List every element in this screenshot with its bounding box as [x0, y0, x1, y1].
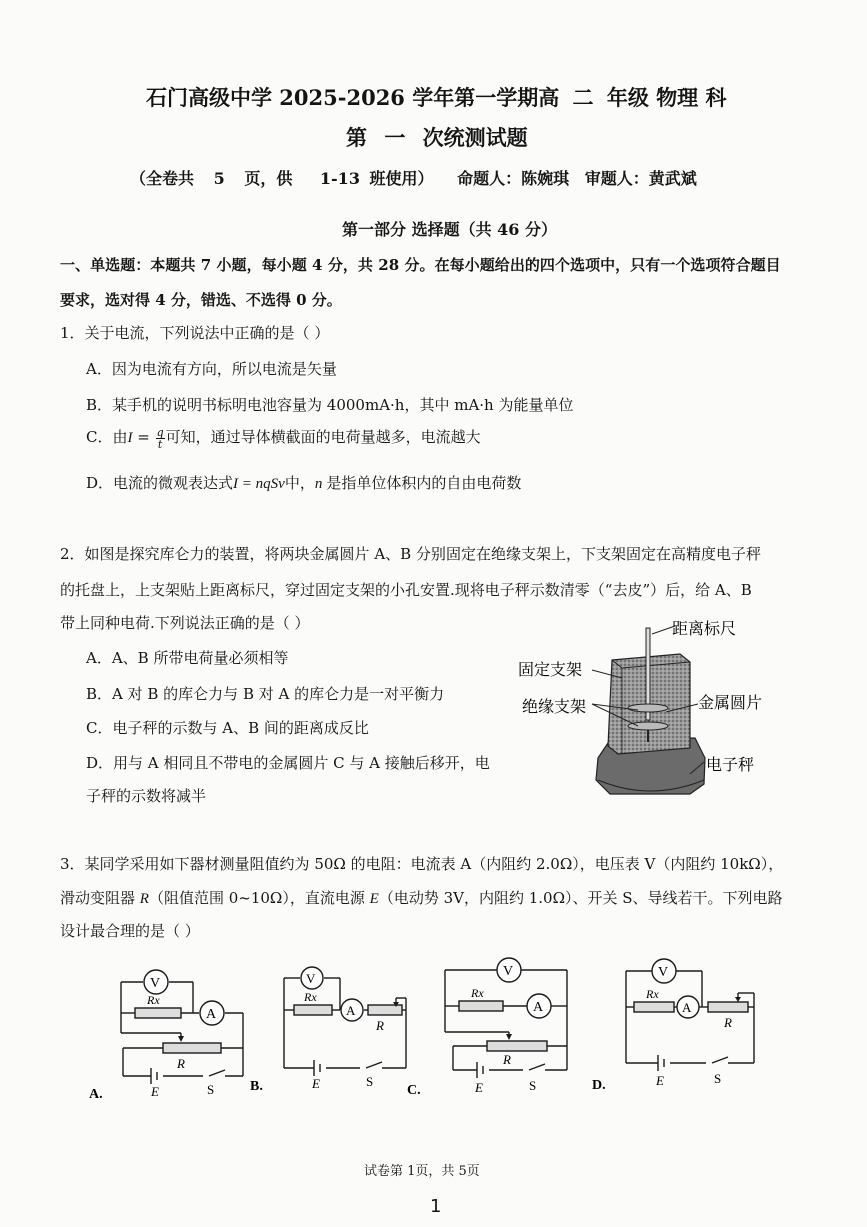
q3-stem-line1: 3．某同学采用如下器材测量阻值约为 50Ω 的电阻：电流表 A（内阻约 2.0Ω），电压表 V（内阻约 10kΩ），: [60, 855, 784, 873]
metal-disk-lower: [628, 722, 668, 730]
q2-option-a: A．A、B 所带电荷量必须相等: [86, 649, 289, 667]
label-distance-ruler: 距离标尺: [672, 619, 737, 638]
q3-text-c: （电动势 3V，内阻约 1.0Ω）、开关 S、导线若干。下列电路: [378, 889, 783, 907]
circuit-c-rheostat: [487, 1041, 547, 1051]
class-range: 1-13: [319, 169, 360, 188]
q3-text-b: （阻值范围 0~10Ω），直流电源: [148, 889, 370, 907]
label-insulating-stand: 绝缘支架: [522, 697, 587, 716]
reviewer: 审题人：黄武斌: [584, 169, 697, 188]
coulomb-apparatus-figure: [500, 608, 800, 823]
circuit-c-resistor-rx: [459, 1001, 503, 1011]
info-a: （全卷共: [130, 169, 195, 188]
q1-stem: 1．关于电流，下列说法中正确的是（ ）: [60, 324, 330, 342]
q1-d-text: 是指单位体积内的自由电荷数: [326, 474, 522, 492]
q3-text-a: 滑动变阻器: [60, 889, 140, 907]
circuit-b-option-label: B.: [250, 1079, 263, 1094]
q1-d-n: n: [314, 476, 323, 492]
q2-option-d-line2: 子秤的示数将减半: [86, 787, 207, 805]
q1-c-equals: =: [132, 428, 155, 446]
circuit-d-switch-label: S: [714, 1071, 722, 1086]
circuit-b-battery-label: E: [312, 1076, 320, 1091]
circuit-b-switch-label: S: [366, 1074, 374, 1089]
circuit-a-voltmeter-label: V: [150, 976, 161, 991]
circuit-c-rheostat-label: R: [503, 1052, 511, 1067]
circuit-d-option-label: D.: [592, 1078, 606, 1093]
circuit-c: [405, 952, 585, 1097]
q2-stem-line2: 的托盘上，上支架贴上距离标尺，穿过固定支架的小孔安置.现将电子秤示数清零（“去皮”）后，给 A、B: [60, 581, 752, 599]
section-instructions-line2: 要求，选对得 4 分，错选、不选得 0 分。: [60, 291, 342, 309]
title-left: 石门高级中学 2025-2026 学年第一学期高: [146, 85, 560, 110]
q2-option-c: C．电子秤的示数与 A、B 间的距离成反比: [86, 719, 369, 737]
circuit-a-rheostat-label: R: [177, 1056, 185, 1071]
title-right: 年级 物理 科: [606, 85, 727, 110]
q1-d-mid: 中，: [284, 474, 315, 492]
q2-option-b: B．A 对 B 的库仑力与 B 对 A 的库仑力是一对平衡力: [86, 685, 445, 703]
q1-option-d: [86, 472, 521, 493]
page-info: 试卷第 1页，共 5页: [364, 1164, 480, 1179]
circuit-b-rheostat-label: R: [376, 1018, 384, 1033]
circuit-b-resistor-rx: [294, 1005, 332, 1015]
author: 命题人：陈婉琪: [457, 169, 570, 188]
circuit-d-rheostat: [708, 1002, 748, 1012]
info-b: 页，供: [244, 169, 293, 188]
section-title: 第一部分 选择题（共 46 分）: [342, 220, 557, 239]
label-metal-disk: 金属圆片: [698, 693, 763, 712]
exam-suffix: 次统测试题: [422, 125, 528, 150]
q1-c-current: I: [127, 430, 133, 446]
circuit-a-rheostat: [163, 1043, 221, 1053]
q1-c-fraction: [156, 427, 165, 450]
q3-stem-line3: 设计最合理的是（ ）: [60, 922, 200, 940]
circuit-b-voltmeter-label: V: [306, 971, 316, 986]
exam-number: 一: [384, 125, 406, 150]
circuit-a-rx-label: Rx: [147, 993, 160, 1007]
q1-c-denominator: t: [157, 437, 163, 451]
circuit-c-battery-label: E: [475, 1080, 483, 1095]
q1-d-prefix: D．电流的微观表达式: [86, 474, 234, 492]
circuit-d: [590, 955, 770, 1095]
section-instructions-line1: 一、单选题：本题共 7 小题，每小题 4 分，共 28 分。在每小题给出的四个选项中，只有一个选项符合题目: [60, 256, 781, 274]
exam-info: [130, 166, 697, 189]
page-number: 1: [430, 1196, 442, 1217]
circuit-d-voltmeter-label: V: [658, 965, 669, 980]
q3-R: R: [139, 891, 149, 907]
circuit-c-voltmeter-label: V: [503, 964, 514, 979]
q2-stem-line1: 2．如图是探究库仑力的装置，将两块金属圆片 A、B 分别固定在绝缘支架上，下支架固定在高精度电子秤: [60, 545, 761, 563]
circuit-a-option-label: A.: [89, 1087, 103, 1102]
label-electronic-scale: 电子秤: [706, 755, 755, 774]
circuit-b-rx-label: Rx: [304, 990, 317, 1004]
q1-option-a: A．因为电流有方向，所以电流是矢量: [86, 360, 337, 378]
exam-prefix: 第: [346, 125, 367, 150]
q3-E: E: [369, 891, 379, 907]
circuit-b-ammeter-label: A: [346, 1003, 356, 1018]
circuit-a-resistor-rx: [135, 1008, 181, 1018]
q2-option-d-line1: D．用与 A 相同且不带电的金属圆片 C 与 A 接触后移开，电: [86, 754, 490, 772]
circuit-c-switch-label: S: [529, 1078, 537, 1093]
grade-number: 二: [572, 85, 594, 110]
circuit-a-battery-label: E: [151, 1084, 159, 1099]
circuit-b-rheostat: [368, 1005, 402, 1015]
q3-stem-line2: [60, 887, 783, 908]
q2-stem-line3: 带上同种电荷.下列说法正确的是（ ）: [60, 614, 310, 632]
label-fixed-stand: 固定支架: [518, 660, 583, 679]
metal-disk-upper: [628, 704, 668, 712]
q1-c-text: 可知，通过导体横截面的电荷量越多，电流越大: [165, 428, 481, 446]
circuit-d-rx-label: Rx: [646, 987, 659, 1001]
circuit-d-rheostat-label: R: [724, 1015, 732, 1030]
q1-c-prefix: C．由: [86, 428, 128, 446]
circuit-c-option-label: C.: [407, 1083, 421, 1097]
circuit-a-ammeter-label: A: [206, 1007, 217, 1022]
q1-d-formula: I = nqSv: [233, 476, 285, 492]
circuit-c-ammeter-label: A: [533, 1000, 544, 1015]
circuit-a-switch-label: S: [207, 1082, 215, 1097]
circuit-a: [85, 962, 260, 1102]
q1-option-b: B．某手机的说明书标明电池容量为 4000mA·h，其中 mA·h 为能量单位: [86, 396, 574, 414]
circuit-c-rx-label: Rx: [471, 986, 484, 1000]
exam-subtitle: [346, 122, 528, 152]
page-count: 5: [213, 169, 225, 188]
q1-c-numerator: q: [156, 425, 164, 439]
circuit-d-resistor-rx: [634, 1002, 674, 1012]
exam-title: [146, 82, 726, 112]
circuit-b: [250, 958, 420, 1098]
q1-option-c: [86, 426, 481, 450]
circuit-d-battery-label: E: [656, 1073, 664, 1088]
info-c: 班使用）: [369, 169, 434, 188]
circuit-d-ammeter-label: A: [682, 1000, 692, 1015]
